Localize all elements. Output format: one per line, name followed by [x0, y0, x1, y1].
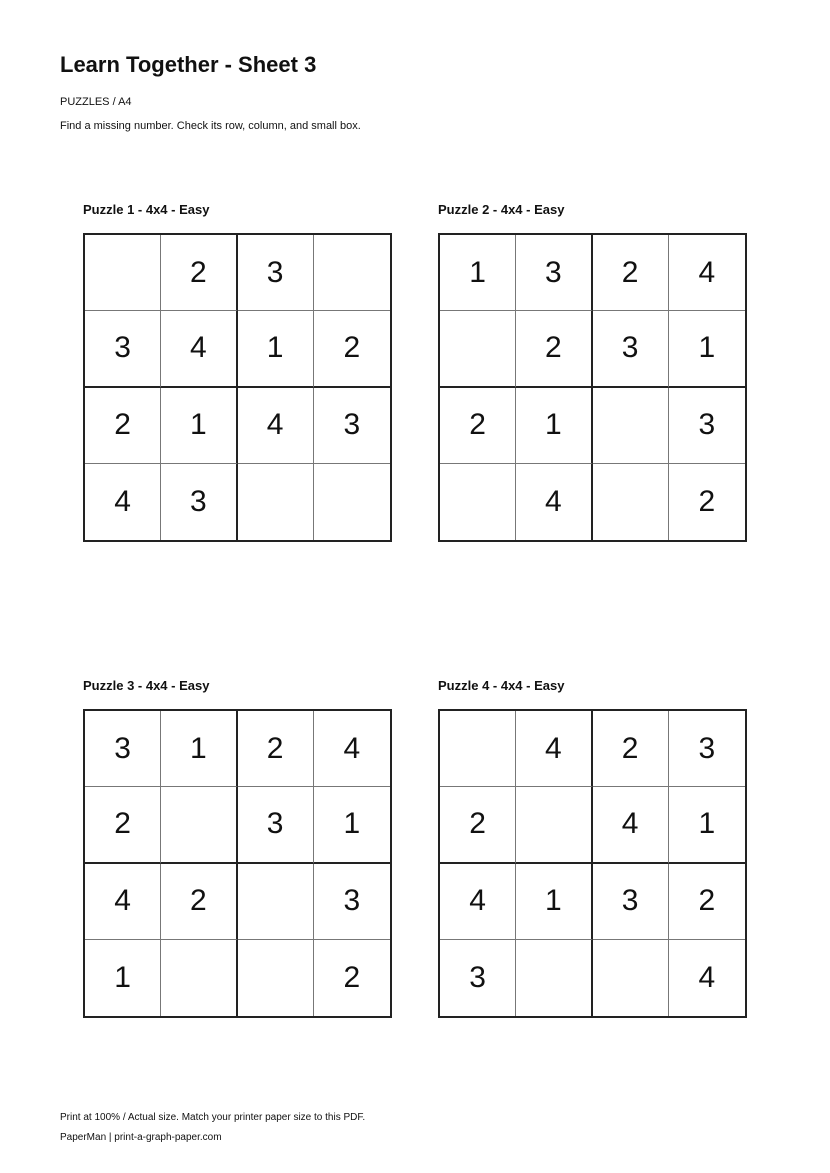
- puzzle-cell: 1: [161, 711, 237, 787]
- puzzle-cell: 4: [161, 311, 237, 387]
- puzzle-cell: [440, 464, 516, 540]
- puzzle-cell: [593, 388, 669, 464]
- puzzle-cell: 4: [669, 235, 745, 311]
- page-subtitle: PUZZLES / A4: [60, 96, 132, 108]
- puzzle-cell: 2: [593, 711, 669, 787]
- puzzle-4-label: Puzzle 4 - 4x4 - Easy: [438, 678, 565, 693]
- puzzle-cell: 4: [238, 388, 314, 464]
- footer-print-note: Print at 100% / Actual size. Match your printer paper size to this PDF.: [60, 1112, 366, 1123]
- puzzle-cell: [238, 864, 314, 940]
- puzzle-cell: 3: [669, 388, 745, 464]
- puzzle-cell: 1: [440, 235, 516, 311]
- puzzle-cell: 3: [440, 940, 516, 1016]
- puzzle-cell: 2: [85, 388, 161, 464]
- puzzle-cell: [161, 787, 237, 863]
- puzzle-cell: 2: [516, 311, 592, 387]
- puzzle-cell: 1: [314, 787, 390, 863]
- puzzle-cell: 3: [314, 864, 390, 940]
- page-title: Learn Together - Sheet 3: [60, 52, 317, 77]
- puzzle-cell: [593, 464, 669, 540]
- puzzle-cell: 4: [593, 787, 669, 863]
- puzzle-1-grid: [83, 233, 392, 542]
- puzzle-3-label: Puzzle 3 - 4x4 - Easy: [83, 678, 210, 693]
- puzzle-cell: 2: [343, 960, 361, 994]
- puzzle-cell: 2: [698, 484, 716, 518]
- puzzle-2-grid: [438, 233, 747, 542]
- puzzle-cell: 3: [161, 464, 237, 540]
- puzzle-cell: 3: [516, 235, 592, 311]
- puzzle-cell: 3: [85, 311, 161, 387]
- puzzle-cell: 4: [516, 711, 592, 787]
- puzzle-cell: [238, 940, 314, 1016]
- footer-brand: PaperMan | print-a-graph-paper.com: [60, 1132, 222, 1143]
- puzzle-3-grid: [83, 709, 392, 1018]
- puzzle-cell: [161, 940, 237, 1016]
- puzzle-cell: 4: [516, 464, 592, 540]
- puzzle-cell: 1: [85, 940, 161, 1016]
- puzzle-cell: 3: [85, 711, 161, 787]
- puzzle-cell: [440, 311, 516, 387]
- puzzle-cell: 4: [314, 711, 390, 787]
- puzzle-cell: 2: [85, 787, 161, 863]
- puzzle-cell: [314, 235, 390, 311]
- puzzle-cell: 2: [440, 787, 516, 863]
- puzzle-cell: 4: [85, 464, 161, 540]
- puzzle-cell: 1: [516, 388, 592, 464]
- puzzle-1-label: Puzzle 1 - 4x4 - Easy: [83, 202, 210, 217]
- puzzle-cell: 2: [593, 235, 669, 311]
- puzzle-cell: [516, 940, 592, 1016]
- puzzle-cell: 1: [516, 864, 592, 940]
- puzzle-cell: 2: [161, 864, 237, 940]
- puzzle-cell: [238, 464, 314, 540]
- puzzle-2-label: Puzzle 2 - 4x4 - Easy: [438, 202, 565, 217]
- puzzle-cell: 3: [593, 864, 669, 940]
- puzzle-cell: 3: [238, 787, 314, 863]
- puzzle-cell: 1: [161, 388, 237, 464]
- puzzle-cell: 2: [238, 711, 314, 787]
- puzzle-cell: 3: [669, 711, 745, 787]
- puzzle-cell: 1: [669, 311, 745, 387]
- puzzle-4-grid: [438, 709, 747, 1018]
- puzzle-cell: 2: [161, 235, 237, 311]
- puzzle-cell: 3: [238, 235, 314, 311]
- puzzle-cell: [85, 235, 161, 311]
- puzzle-cell: 4: [440, 864, 516, 940]
- puzzle-cell: [593, 940, 669, 1016]
- puzzle-cell: 3: [314, 388, 390, 464]
- puzzle-cell: 1: [238, 311, 314, 387]
- puzzle-cell: [516, 787, 592, 863]
- puzzle-cell: 4: [85, 864, 161, 940]
- puzzle-cell: 1: [669, 787, 745, 863]
- puzzle-cell: [314, 464, 390, 540]
- puzzle-cell: 2: [440, 388, 516, 464]
- puzzle-cell: 3: [593, 311, 669, 387]
- instructions: Find a missing number. Check its row, column, and small box.: [60, 120, 361, 132]
- puzzle-cell: 4: [698, 960, 716, 994]
- puzzle-cell: 2: [669, 864, 745, 940]
- puzzle-cell: 2: [314, 311, 390, 387]
- puzzle-cell: [440, 711, 516, 787]
